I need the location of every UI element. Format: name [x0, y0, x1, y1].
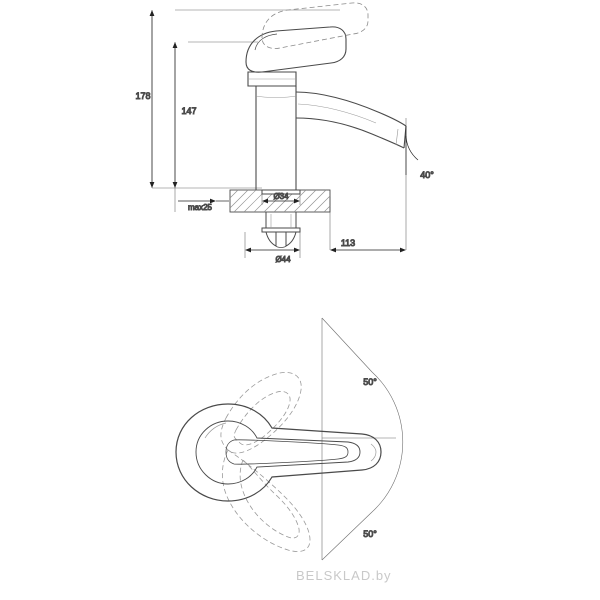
faucet-lever-handle [246, 27, 346, 72]
dim-label-178: 178 [135, 91, 151, 101]
dim-label-113: 113 [340, 238, 356, 248]
side-elevation-view [135, 3, 434, 264]
dimension-113 [330, 248, 406, 253]
top-plan-view [176, 318, 403, 560]
dim-label-angle-50-top: 50° [363, 377, 377, 387]
dimension-dia44 [245, 248, 300, 253]
dim-label-angle-40: 40° [420, 170, 434, 180]
lever-handle-plan [176, 404, 381, 501]
faucet-body-column [256, 86, 296, 190]
swivel-guide-lines [322, 318, 396, 560]
dim-label-147: 147 [181, 106, 197, 116]
dimension-147 [173, 42, 178, 188]
watermark: BELSKLAD.by [296, 568, 392, 583]
dim-label-max25: max25 [187, 203, 213, 212]
dim-label-dia44: Ø44 [275, 255, 291, 264]
dim-label-angle-50-bottom: 50° [363, 529, 377, 539]
dim-label-dia34: Ø34 [273, 192, 289, 201]
witness-lines [152, 10, 406, 258]
swivel-arc [372, 372, 403, 512]
faucet-spout [296, 92, 406, 148]
faucet-collar [248, 72, 296, 86]
dimension-angle-40 [406, 126, 418, 175]
